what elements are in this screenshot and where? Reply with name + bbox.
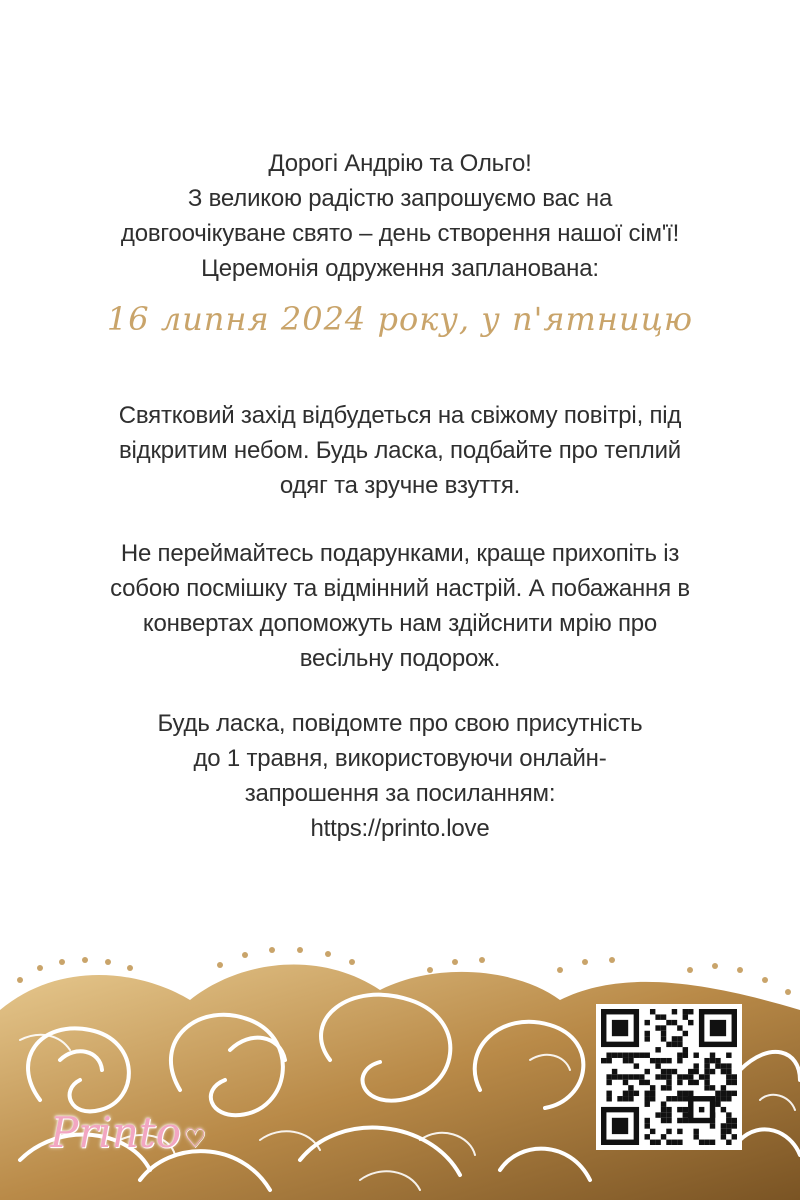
outdoor-note	[60, 398, 740, 503]
greeting-line: З великою радістю запрошуємо вас на	[187, 185, 613, 212]
qr-code[interactable]	[596, 1004, 742, 1150]
gifts-line: Не переймайтесь подарунками, краще прихопіть із	[120, 540, 680, 567]
printo-logo	[50, 1108, 206, 1157]
outdoor-line: Святковий захід відбудеться на свіжому повітрі, під	[118, 402, 682, 429]
gifts-line: собою посмішку та відмінний настрій. А побажання в	[110, 575, 690, 602]
logo-text: Printo	[50, 1108, 181, 1157]
greeting-line: довгоочікуване свято – день створення нашої сім'ї!	[120, 220, 680, 247]
gifts-note	[60, 536, 740, 676]
gifts-line: конвертах допоможуть нам здійснити мрію про	[142, 610, 658, 637]
greeting-line: Дорогі Андрію та Ольго!	[268, 150, 532, 177]
gifts-line: весільну подорож.	[299, 645, 501, 672]
rsvp-line: до 1 травня, використовуючи онлайн-	[193, 745, 607, 772]
outdoor-line: відкритим небом. Будь ласка, подбайте про теплий	[119, 437, 681, 464]
qr-code-icon	[601, 1009, 737, 1145]
rsvp-line: Будь ласка, повідомте про свою присутність	[157, 710, 643, 737]
outdoor-line: одяг та зручне взуття.	[279, 472, 521, 499]
greeting-block	[60, 146, 740, 286]
rsvp-note	[60, 706, 740, 846]
heart-icon: ♡	[182, 1124, 207, 1154]
greeting-line: Церемонія одруження запланована:	[201, 255, 599, 282]
wedding-date: 16 липня 2024 року, у п'ятницю	[106, 300, 694, 338]
rsvp-link[interactable]: https://printo.love	[310, 815, 490, 842]
rsvp-line: запрошення за посиланням:	[244, 780, 556, 807]
